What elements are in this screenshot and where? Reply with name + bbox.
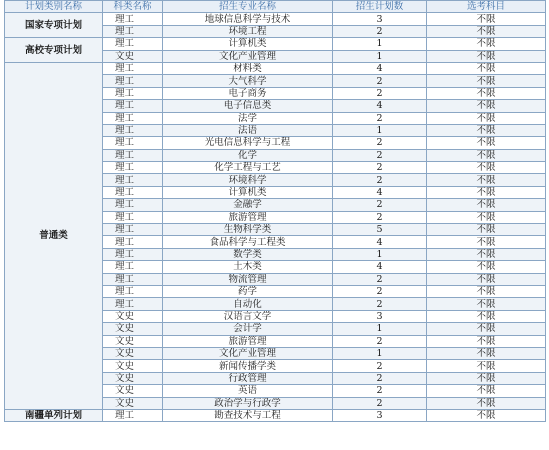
plan-count-cell: 2 (333, 335, 427, 347)
plan-count-cell: 2 (333, 372, 427, 384)
plan-count-cell: 4 (333, 236, 427, 248)
major-name-cell: 食品科学与工程类 (163, 236, 333, 248)
major-name-cell: 计算机类 (163, 38, 333, 50)
required-subjects-cell: 不限 (427, 409, 546, 421)
subject-category-cell: 理工 (103, 236, 163, 248)
subject-category-cell: 文史 (103, 50, 163, 62)
major-name-cell: 计算机类 (163, 186, 333, 198)
subject-category-cell: 理工 (103, 75, 163, 87)
subject-category-cell: 理工 (103, 211, 163, 223)
plan-count-cell: 2 (333, 25, 427, 37)
major-name-cell: 文化产业管理 (163, 347, 333, 359)
major-name-cell: 汉语言文学 (163, 310, 333, 322)
table-row (5, 62, 546, 74)
major-name-cell: 大气科学 (163, 75, 333, 87)
required-subjects-cell: 不限 (427, 186, 546, 198)
required-subjects-cell: 不限 (427, 211, 546, 223)
required-subjects-cell: 不限 (427, 224, 546, 236)
subject-category-cell: 理工 (103, 298, 163, 310)
plan-count-cell: 2 (333, 397, 427, 409)
required-subjects-cell: 不限 (427, 75, 546, 87)
subject-category-cell: 理工 (103, 174, 163, 186)
plan-count-cell: 2 (333, 174, 427, 186)
required-subjects-cell: 不限 (427, 310, 546, 322)
subject-category-cell: 理工 (103, 25, 163, 37)
major-name-cell: 电子信息类 (163, 100, 333, 112)
required-subjects-cell: 不限 (427, 335, 546, 347)
required-subjects-cell: 不限 (427, 347, 546, 359)
plan-category-cell: 国家专项计划 (5, 13, 103, 38)
major-name-cell: 法语 (163, 124, 333, 136)
plan-count-cell: 4 (333, 261, 427, 273)
major-name-cell: 数学类 (163, 248, 333, 260)
major-name-cell: 新闻传播学类 (163, 360, 333, 372)
required-subjects-cell: 不限 (427, 248, 546, 260)
subject-category-cell: 理工 (103, 149, 163, 161)
subject-category-cell: 理工 (103, 224, 163, 236)
required-subjects-cell: 不限 (427, 397, 546, 409)
major-name-cell: 化学 (163, 149, 333, 161)
subject-category-cell: 文史 (103, 385, 163, 397)
table-row (5, 38, 546, 50)
major-name-cell: 电子商务 (163, 87, 333, 99)
plan-count-cell: 2 (333, 285, 427, 297)
header-plan-count: 招生计划数 (333, 1, 427, 13)
major-name-cell: 土木类 (163, 261, 333, 273)
plan-count-cell: 1 (333, 323, 427, 335)
major-name-cell: 自动化 (163, 298, 333, 310)
required-subjects-cell: 不限 (427, 285, 546, 297)
required-subjects-cell: 不限 (427, 323, 546, 335)
plan-count-cell: 1 (333, 347, 427, 359)
plan-count-cell: 2 (333, 360, 427, 372)
subject-category-cell: 文史 (103, 310, 163, 322)
table-row (5, 13, 546, 25)
plan-count-cell: 2 (333, 273, 427, 285)
subject-category-cell: 理工 (103, 285, 163, 297)
plan-count-cell: 5 (333, 224, 427, 236)
subject-category-cell: 理工 (103, 409, 163, 421)
major-name-cell: 地球信息科学与技术 (163, 13, 333, 25)
major-name-cell: 文化产业管理 (163, 50, 333, 62)
major-name-cell: 材料类 (163, 62, 333, 74)
major-name-cell: 法学 (163, 112, 333, 124)
major-name-cell: 药学 (163, 285, 333, 297)
subject-category-cell: 文史 (103, 397, 163, 409)
subject-category-cell: 文史 (103, 335, 163, 347)
required-subjects-cell: 不限 (427, 174, 546, 186)
plan-category-cell: 南疆单列计划 (5, 409, 103, 421)
required-subjects-cell: 不限 (427, 50, 546, 62)
plan-count-cell: 4 (333, 100, 427, 112)
required-subjects-cell: 不限 (427, 298, 546, 310)
plan-count-cell: 1 (333, 38, 427, 50)
subject-category-cell: 理工 (103, 87, 163, 99)
enrollment-plan-table (4, 0, 546, 422)
major-name-cell: 政治学与行政学 (163, 397, 333, 409)
required-subjects-cell: 不限 (427, 199, 546, 211)
subject-category-cell: 理工 (103, 186, 163, 198)
major-name-cell: 旅游管理 (163, 335, 333, 347)
required-subjects-cell: 不限 (427, 112, 546, 124)
required-subjects-cell: 不限 (427, 38, 546, 50)
required-subjects-cell: 不限 (427, 25, 546, 37)
required-subjects-cell: 不限 (427, 273, 546, 285)
plan-count-cell: 2 (333, 75, 427, 87)
plan-count-cell: 2 (333, 211, 427, 223)
required-subjects-cell: 不限 (427, 87, 546, 99)
required-subjects-cell: 不限 (427, 385, 546, 397)
major-name-cell: 会计学 (163, 323, 333, 335)
header-row (5, 1, 546, 13)
plan-count-cell: 1 (333, 248, 427, 260)
major-name-cell: 化学工程与工艺 (163, 162, 333, 174)
major-name-cell: 物流管理 (163, 273, 333, 285)
plan-count-cell: 1 (333, 124, 427, 136)
subject-category-cell: 理工 (103, 261, 163, 273)
major-name-cell: 英语 (163, 385, 333, 397)
subject-category-cell: 文史 (103, 372, 163, 384)
plan-count-cell: 3 (333, 409, 427, 421)
plan-count-cell: 3 (333, 310, 427, 322)
required-subjects-cell: 不限 (427, 261, 546, 273)
header-plan-category: 计划类别名称 (5, 1, 103, 13)
major-name-cell: 生物科学类 (163, 224, 333, 236)
plan-count-cell: 1 (333, 50, 427, 62)
required-subjects-cell: 不限 (427, 372, 546, 384)
subject-category-cell: 理工 (103, 112, 163, 124)
table-body (5, 13, 546, 422)
plan-count-cell: 2 (333, 149, 427, 161)
subject-category-cell: 理工 (103, 13, 163, 25)
required-subjects-cell: 不限 (427, 149, 546, 161)
subject-category-cell: 文史 (103, 323, 163, 335)
header-required-subjects: 选考科目 (427, 1, 546, 13)
plan-count-cell: 2 (333, 112, 427, 124)
plan-count-cell: 4 (333, 62, 427, 74)
major-name-cell: 勘查技术与工程 (163, 409, 333, 421)
subject-category-cell: 理工 (103, 162, 163, 174)
plan-count-cell: 2 (333, 298, 427, 310)
major-name-cell: 环境工程 (163, 25, 333, 37)
subject-category-cell: 理工 (103, 124, 163, 136)
required-subjects-cell: 不限 (427, 13, 546, 25)
required-subjects-cell: 不限 (427, 236, 546, 248)
plan-count-cell: 3 (333, 13, 427, 25)
required-subjects-cell: 不限 (427, 124, 546, 136)
major-name-cell: 金融学 (163, 199, 333, 211)
subject-category-cell: 理工 (103, 100, 163, 112)
required-subjects-cell: 不限 (427, 137, 546, 149)
major-name-cell: 行政管理 (163, 372, 333, 384)
major-name-cell: 光电信息科学与工程 (163, 137, 333, 149)
table-row (5, 409, 546, 421)
plan-count-cell: 2 (333, 87, 427, 99)
subject-category-cell: 文史 (103, 347, 163, 359)
subject-category-cell: 理工 (103, 137, 163, 149)
header-subject-category: 科类名称 (103, 1, 163, 13)
plan-category-cell: 高校专项计划 (5, 38, 103, 63)
subject-category-cell: 理工 (103, 248, 163, 260)
subject-category-cell: 理工 (103, 38, 163, 50)
subject-category-cell: 理工 (103, 62, 163, 74)
major-name-cell: 旅游管理 (163, 211, 333, 223)
plan-count-cell: 2 (333, 199, 427, 211)
required-subjects-cell: 不限 (427, 360, 546, 372)
plan-count-cell: 2 (333, 385, 427, 397)
subject-category-cell: 理工 (103, 199, 163, 211)
plan-count-cell: 2 (333, 162, 427, 174)
plan-count-cell: 4 (333, 186, 427, 198)
major-name-cell: 环境科学 (163, 174, 333, 186)
subject-category-cell: 理工 (103, 273, 163, 285)
subject-category-cell: 文史 (103, 360, 163, 372)
plan-count-cell: 2 (333, 137, 427, 149)
required-subjects-cell: 不限 (427, 100, 546, 112)
required-subjects-cell: 不限 (427, 162, 546, 174)
plan-category-cell: 普通类 (5, 62, 103, 409)
header-major-name: 招生专业名称 (163, 1, 333, 13)
required-subjects-cell: 不限 (427, 62, 546, 74)
